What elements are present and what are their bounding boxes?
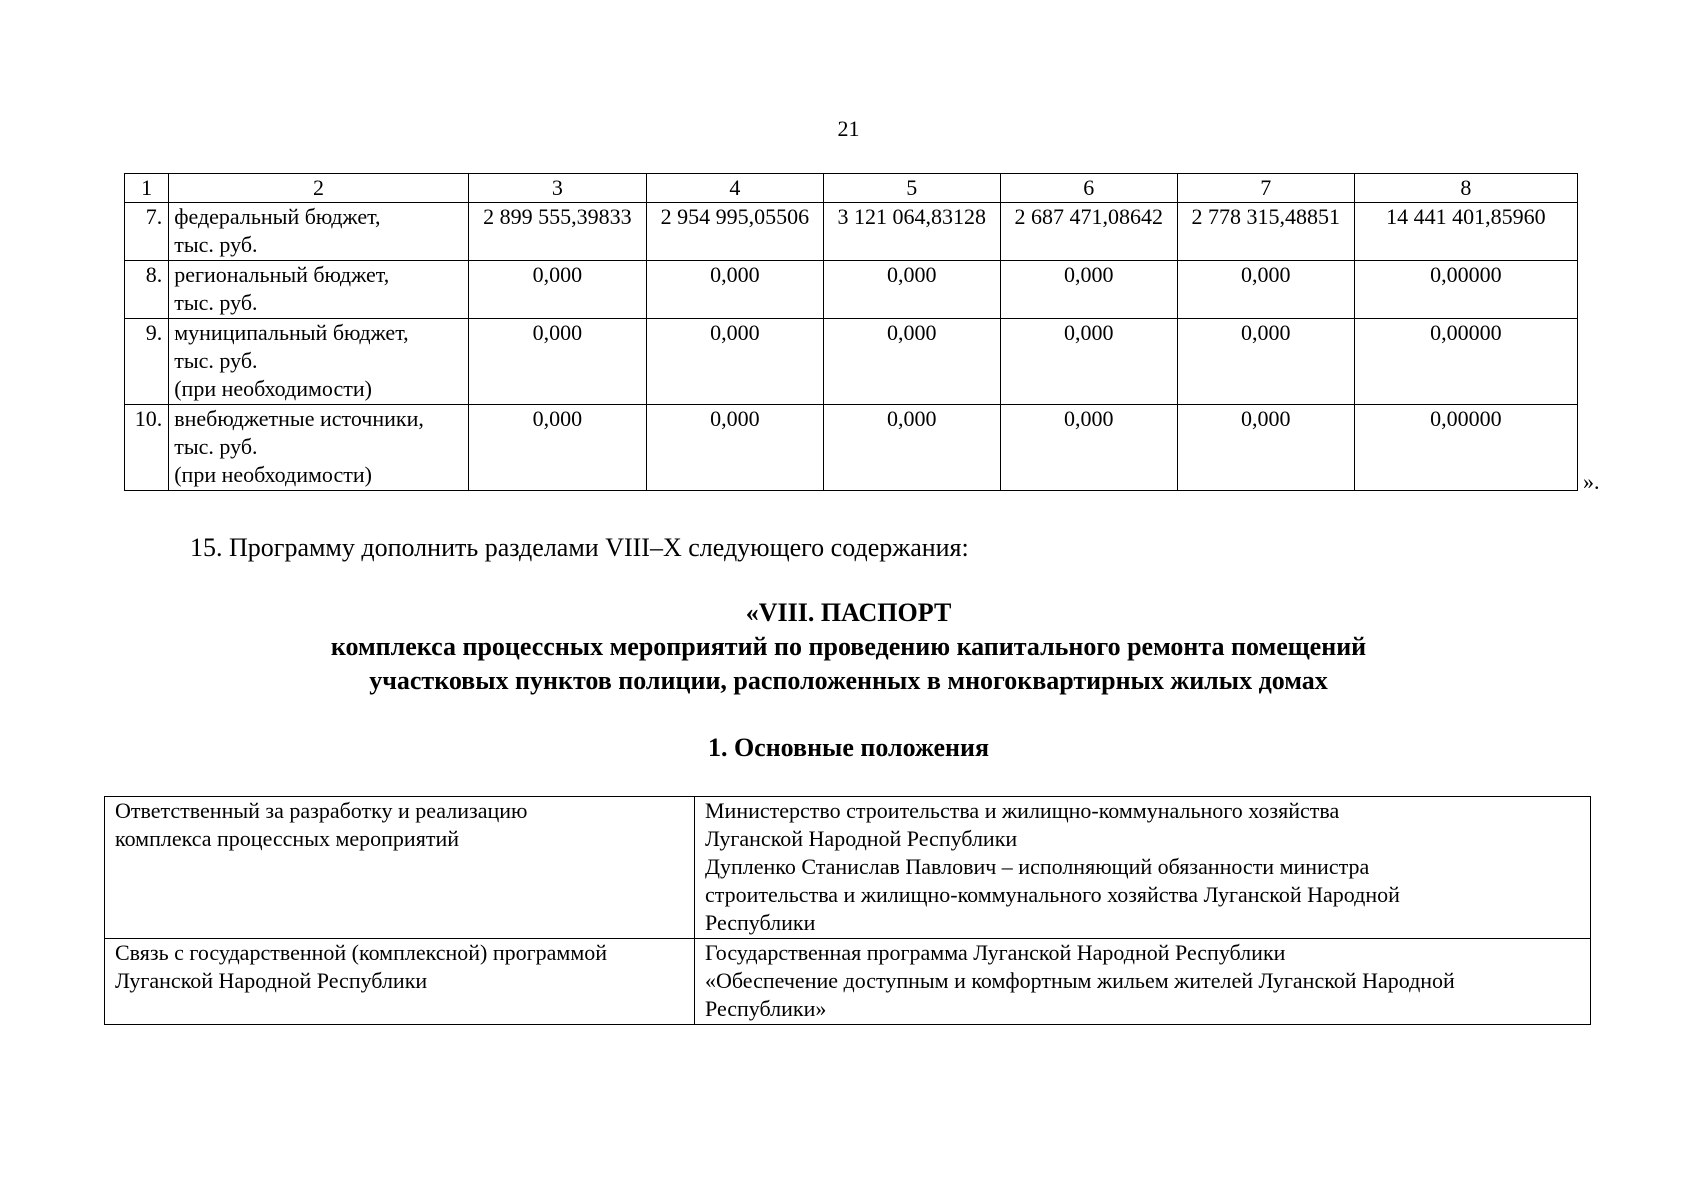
passport-table <box>104 796 1591 1025</box>
cell-line: Ответственный за разработку и реализацию <box>115 798 528 823</box>
value-cell: 0,000 <box>1000 405 1177 491</box>
value-cell: 3 121 064,83128 <box>823 203 1000 261</box>
value-cell: 2 899 555,39833 <box>468 203 646 261</box>
passport-label-cell <box>105 939 695 1025</box>
value-cell: 0,000 <box>823 319 1000 405</box>
header-cell: 1 <box>125 174 169 203</box>
row-label <box>169 261 469 319</box>
row-label-line: региональный бюджет, <box>174 262 390 287</box>
row-label <box>169 405 469 491</box>
table-row <box>125 203 1578 261</box>
cell-line: Дупленко Станислав Павлович – исполняющий обязанности министра <box>705 854 1370 879</box>
row-label <box>169 203 469 261</box>
row-label-line: (при необходимости) <box>174 376 372 401</box>
value-cell: 0,00000 <box>1354 405 1577 491</box>
closing-quote: ». <box>1583 469 1600 494</box>
row-number: 8. <box>125 261 169 319</box>
header-cell: 5 <box>823 174 1000 203</box>
cell-line: Луганской Народной Республики <box>705 826 1018 851</box>
page-number: 21 <box>837 116 860 141</box>
cell-line: «Обеспечение доступным и комфортным жильем жителей Луганской Народной <box>705 968 1455 993</box>
value-cell: 0,00000 <box>1354 319 1577 405</box>
row-label-line: тыс. руб. <box>174 290 258 315</box>
passport-value-cell <box>695 939 1591 1025</box>
cell-line: Связь с государственной (комплексной) программой <box>115 940 608 965</box>
table-row <box>105 797 1591 939</box>
row-label-line: тыс. руб. <box>174 348 258 373</box>
row-number: 10. <box>125 405 169 491</box>
value-cell: 0,000 <box>823 261 1000 319</box>
header-cell: 3 <box>468 174 646 203</box>
section-title-line: комплекса процессных мероприятий по проведению капитального ремонта помещений <box>330 632 1367 661</box>
value-cell: 0,000 <box>468 261 646 319</box>
value-cell: 0,000 <box>468 319 646 405</box>
value-cell: 2 954 995,05506 <box>646 203 823 261</box>
row-label-line: (при необходимости) <box>174 462 372 487</box>
header-cell: 2 <box>169 174 469 203</box>
row-label-line: федеральный бюджет, <box>174 204 381 229</box>
cell-line: Республики <box>705 910 816 935</box>
row-label-line: муниципальный бюджет, <box>174 320 409 345</box>
row-label-line: тыс. руб. <box>174 232 258 257</box>
cell-line: Республики» <box>705 996 827 1021</box>
header-cell: 8 <box>1354 174 1577 203</box>
row-number: 7. <box>125 203 169 261</box>
cell-line: Государственная программа Луганской Народной Республики <box>705 940 1286 965</box>
table-header-row <box>125 174 1578 203</box>
amendment-paragraph: 15. Программу дополнить разделами VIII–X следующего содержания: <box>190 533 969 562</box>
value-cell: 14 441 401,85960 <box>1354 203 1577 261</box>
passport-label-cell <box>105 797 695 939</box>
value-cell: 0,000 <box>646 261 823 319</box>
cell-line: Луганской Народной Республики <box>115 968 428 993</box>
value-cell: 0,000 <box>646 405 823 491</box>
row-label-line: внебюджетные источники, <box>174 406 424 431</box>
value-cell: 0,000 <box>823 405 1000 491</box>
table-row <box>125 261 1578 319</box>
value-cell: 0,000 <box>468 405 646 491</box>
cell-line: строительства и жилищно-коммунального хозяйства Луганской Народной <box>705 882 1400 907</box>
table-row <box>125 319 1578 405</box>
row-label <box>169 319 469 405</box>
header-cell: 6 <box>1000 174 1177 203</box>
value-cell: 2 778 315,48851 <box>1177 203 1354 261</box>
header-cell: 7 <box>1177 174 1354 203</box>
budget-table <box>124 173 1578 491</box>
value-cell: 0,000 <box>1177 405 1354 491</box>
value-cell: 0,000 <box>1177 319 1354 405</box>
value-cell: 0,000 <box>646 319 823 405</box>
row-label-line: тыс. руб. <box>174 434 258 459</box>
section-title-line: участковых пунктов полиции, расположенных в многоквартирных жилых домах <box>369 666 1328 695</box>
value-cell: 0,00000 <box>1354 261 1577 319</box>
cell-line: комплекса процессных мероприятий <box>115 826 459 851</box>
value-cell: 0,000 <box>1177 261 1354 319</box>
cell-line: Министерство строительства и жилищно-коммунального хозяйства <box>705 798 1340 823</box>
value-cell: 2 687 471,08642 <box>1000 203 1177 261</box>
value-cell: 0,000 <box>1000 261 1177 319</box>
table-row <box>105 939 1591 1025</box>
value-cell: 0,000 <box>1000 319 1177 405</box>
subsection-title: 1. Основные положения <box>707 733 990 762</box>
passport-value-cell <box>695 797 1591 939</box>
section-title-line: «VIII. ПАСПОРТ <box>745 598 952 627</box>
table-row <box>125 405 1578 491</box>
header-cell: 4 <box>646 174 823 203</box>
row-number: 9. <box>125 319 169 405</box>
